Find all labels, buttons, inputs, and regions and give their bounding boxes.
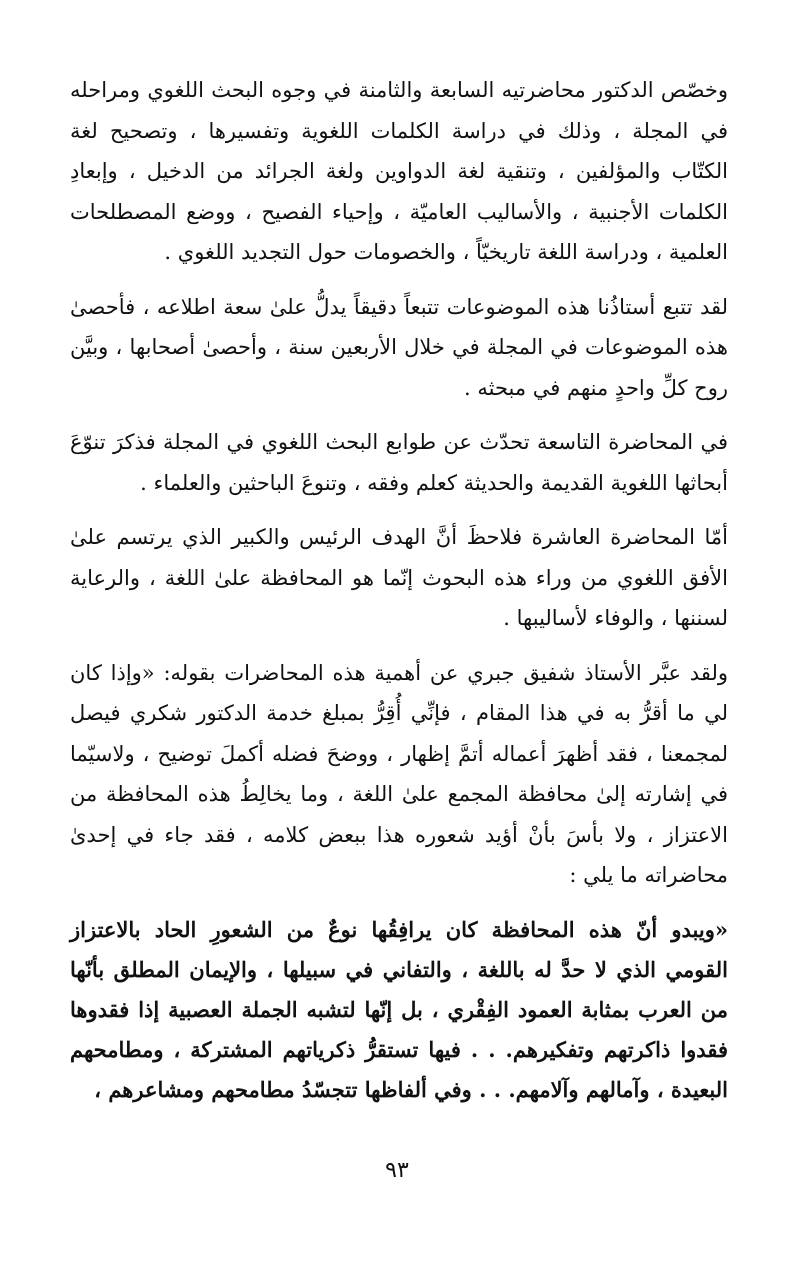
quoted-paragraph: «ويبدو أنّ هذه المحافظة كان يرافِقُها نوعٌ من الشعورِ الحاد بالاعتزاز القومي الذي لا حدَّ له باللغة ، والتفاني في سبيلها ، والإيمان المطلق بأنّها من العرب بمثابة العمود الفِقْري ، بل إنّها لتشبه الجملة العصبية إذا فقدوها فقدوا ذاكرتهم وتفكيرهم. . . فيها تستقرُّ ذكرياتهم المشتركة ، ومطامحهم البعيدة ، وآمالهم وآلامهم. . . وفي ألفاظها تتجسّدُ مطامحهم ومشاعرهم ، <box>70 916 728 1102</box>
page-number: ٩٣ <box>385 1158 409 1183</box>
paragraph-lecture-nine: في المحاضرة التاسعة تحدّث عن طوابع البحث اللغوي في المجلة فذكرَ تنوّعَ أبحاثها اللغوية القديمة والحديثة كعلم وفقه ، وتنوعَ الباحثين والعلماء . <box>70 430 728 495</box>
paragraph-lectures-seven-eight: وخصّص الدكتور محاضرتيه السابعة والثامنة في وجوه البحث اللغوي ومراحله في المجلة ، وذلك في دراسة الكلمات اللغوية وتفسيرها ، وتصحيح لغة الكتّاب والمؤلفين ، وتنقية لغة الدواوين ولغة الجرائد من الدخيل ، وإبعادِ الكلمات الأجنبية ، والأساليب العاميّة ، وإحياء الفصيح ، ووضع المصطلحات العلمية ، ودراسة اللغة تاريخيّاً ، والخصومات حول التجديد اللغوي . <box>70 78 728 264</box>
paragraph-lecture-ten: أمّا المحاضرة العاشرة فلاحظَ أنَّ الهدف الرئيس والكبير الذي يرتسم علىٰ الأفق اللغوي من وراء هذه البحوث إنّما هو المحافظة علىٰ اللغة ، والرعاية لسننها ، والوفاء لأساليبها . <box>70 525 728 630</box>
paragraph-shafiq-jabri: ولقد عبَّر الأستاذ شفيق جبري عن أهمية هذه المحاضرات بقوله: «وإذا كان لي ما أقرُّ به في هذا المقام ، فإنِّي أُقِرُّ بمبلغ خدمة الدكتور شكري فيصل لمجمعنا ، فقد أظهرَ أعماله أتمَّ إظهار ، ووضحَ فضله أكملَ توضيح ، ولاسيّما في إشارته إلىٰ محافظة المجمع علىٰ اللغة ، وما يخالِطُ هذه المحافظة من الاعتزاز ، ولا بأسَ بأنْ أؤيد شعوره هذا ببعض كلامه ، فقد جاء في إحدىٰ محاضراته ما يلي : <box>70 660 728 887</box>
paragraph-survey: لقد تتبع أستاذُنا هذه الموضوعات تتبعاً دقيقاً يدلُّ علىٰ سعة اطلاعه ، فأحصىٰ هذه الموضوعات في المجلة في خلال الأربعين سنة ، وأحصىٰ أصحابها ، وبيَّن روح كلِّ واحدٍ منهم في مبحثه . <box>70 294 728 400</box>
